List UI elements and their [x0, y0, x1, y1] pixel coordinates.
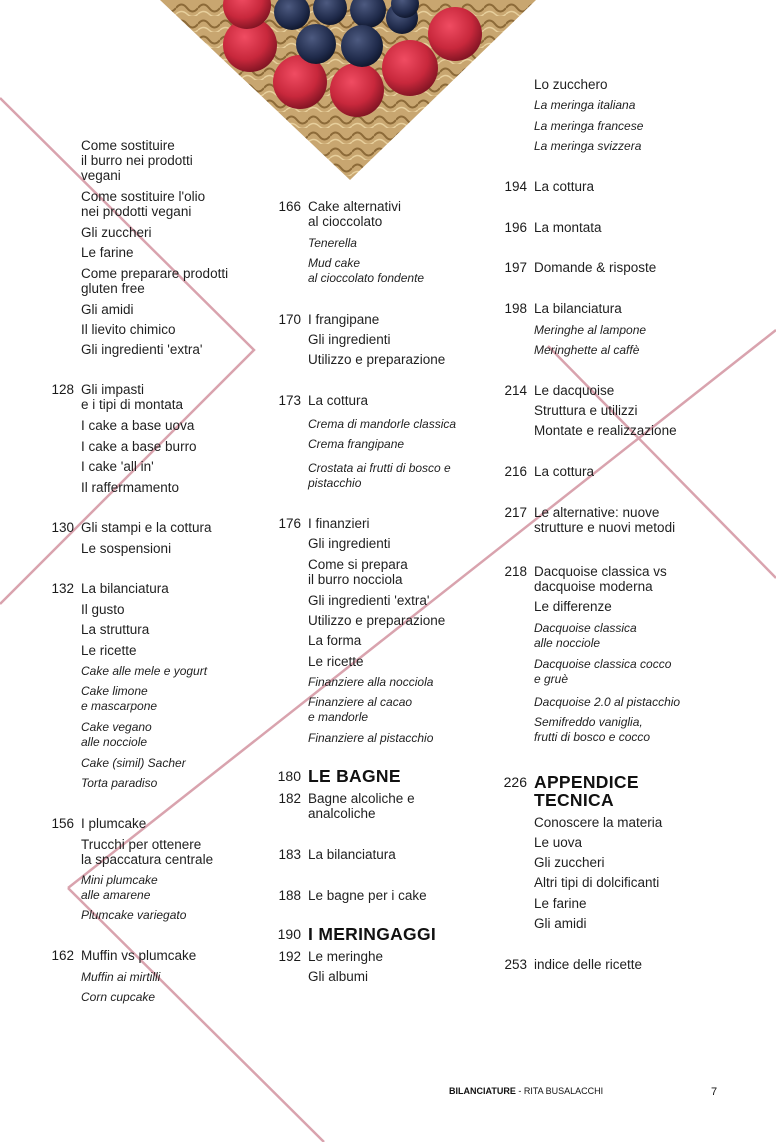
recipe-title: Semifreddo vaniglia,	[534, 715, 643, 729]
recipe-title: Plumcake variegato	[81, 908, 187, 922]
recipe-title: Dacquoise classica	[534, 621, 637, 635]
page-ref: 182	[278, 791, 301, 806]
toc-label: Le ricette	[308, 654, 364, 669]
page-ref: 216	[504, 464, 527, 479]
toc-label: La bilanciatura	[308, 847, 396, 862]
page-number: 7	[711, 1086, 718, 1098]
author-name: RITA BUSALACCHI	[523, 1086, 604, 1096]
toc-label: Utilizzo e preparazione	[308, 613, 446, 628]
page-ref: 226	[503, 774, 527, 790]
page-ref: 162	[51, 948, 74, 963]
toc-label: I frangipane	[308, 312, 380, 327]
toc-label: Le farine	[534, 896, 587, 911]
toc-label: Il lievito chimico	[81, 322, 176, 337]
toc-label: Dacquoise classica vs	[534, 564, 667, 579]
toc-label: Le uova	[534, 835, 583, 850]
toc-label: I finanzieri	[308, 516, 370, 531]
recipe-title: e mascarpone	[81, 699, 158, 713]
toc-label: Come preparare prodotti	[81, 266, 229, 281]
toc-label: Le sospensioni	[81, 541, 172, 556]
toc-label: Come sostituire	[81, 138, 175, 153]
toc-label: Struttura e utilizzi	[534, 403, 638, 418]
toc-label: Conoscere la materia	[534, 815, 663, 830]
running-footer	[449, 1086, 603, 1096]
recipe-title: Cake (simil) Sacher	[81, 756, 186, 770]
toc-label: I cake 'all in'	[81, 459, 154, 474]
toc-label: Domande & risposte	[534, 260, 657, 275]
recipe-title: La meringa francese	[534, 119, 644, 133]
page-ref: 132	[51, 581, 74, 596]
recipe-title: Mini plumcake	[81, 873, 158, 887]
toc-label: La forma	[308, 633, 362, 648]
berry-cake-photo	[150, 0, 550, 190]
recipe-title: alle nocciole	[81, 735, 148, 749]
recipe-title: Crema di mandorle classica	[308, 417, 457, 431]
toc-label: Cake alternativi	[308, 199, 402, 214]
toc-label: Le ricette	[81, 643, 137, 658]
toc-label: Le alternative: nuove	[534, 505, 660, 520]
toc-label: Gli impasti	[81, 382, 145, 397]
recipe-title: Cake limone	[81, 684, 148, 698]
recipe-title: Finanziere alla nocciola	[308, 675, 434, 689]
recipe-title: La meringa italiana	[534, 98, 636, 112]
toc-label: nei prodotti vegani	[81, 204, 192, 219]
page-ref: 130	[51, 520, 74, 535]
page-ref: 128	[51, 382, 74, 397]
toc-label: La cottura	[534, 179, 595, 194]
footer-separator: -	[515, 1086, 524, 1096]
toc-label: il burro nei prodotti	[81, 153, 193, 168]
page-ref: 190	[277, 926, 301, 942]
toc-label: strutture e nuovi metodi	[534, 520, 676, 535]
toc-label: Come sostituire l'olio	[81, 189, 206, 204]
toc-label: I plumcake	[81, 816, 147, 831]
page-ref: 156	[51, 816, 74, 831]
recipe-title: Corn cupcake	[81, 990, 156, 1004]
recipe-title: frutti di bosco e cocco	[534, 730, 651, 744]
toc-label: Gli albumi	[308, 969, 369, 984]
toc-label: Gli ingredienti	[308, 536, 391, 551]
toc-label: il burro nocciola	[308, 572, 403, 587]
toc-label: La cottura	[308, 393, 369, 408]
toc-label: Gli ingredienti 'extra'	[308, 593, 430, 608]
toc-label: Trucchi per ottenere	[81, 837, 202, 852]
page-ref: 194	[504, 179, 527, 194]
toc-label: vegani	[81, 168, 121, 183]
recipe-title: e gruè	[534, 672, 569, 686]
recipe-title: Crostata ai frutti di bosco e	[308, 461, 451, 475]
toc-label: Gli amidi	[534, 916, 587, 931]
toc-label: Gli ingredienti 'extra'	[81, 342, 203, 357]
section-heading: I MERINGAGGI	[308, 924, 437, 944]
section-heading: LE BAGNE	[308, 766, 401, 786]
section-heading: TECNICA	[534, 790, 614, 810]
toc-label: Come si prepara	[308, 557, 408, 572]
toc-label: Le differenze	[534, 599, 612, 614]
recipe-title: La meringa svizzera	[534, 139, 642, 153]
toc-label: La struttura	[81, 622, 150, 637]
page-ref: 176	[278, 516, 301, 531]
toc-label: al cioccolato	[308, 214, 383, 229]
recipe-title: Finanziere al cacao	[308, 695, 413, 709]
toc-label: Le meringhe	[308, 949, 384, 964]
recipe-title: Muffin ai mirtilli	[81, 970, 161, 984]
toc-label: La bilanciatura	[81, 581, 169, 596]
toc-label: dacquoise moderna	[534, 579, 653, 594]
page-ref: 197	[504, 260, 527, 275]
page-ref: 192	[278, 949, 301, 964]
page-ref: 253	[504, 957, 527, 972]
toc-label: gluten free	[81, 281, 145, 296]
recipe-title: e mandorle	[308, 710, 369, 724]
page-ref: 183	[278, 847, 301, 862]
recipe-title: Torta paradiso	[81, 776, 158, 790]
toc-label: Gli amidi	[81, 302, 134, 317]
recipe-title: al cioccolato fondente	[308, 271, 425, 285]
page-ref: 173	[278, 393, 301, 408]
page-ref: 196	[504, 220, 527, 235]
recipe-title: alle amarene	[81, 888, 151, 902]
toc-label: la spaccatura centrale	[81, 852, 214, 867]
page-ref: 188	[278, 888, 301, 903]
recipe-title: Cake vegano	[81, 720, 152, 734]
recipe-title: alle nocciole	[534, 636, 601, 650]
toc-label: Muffin vs plumcake	[81, 948, 197, 963]
toc-label: Le farine	[81, 245, 134, 260]
toc-label: I cake a base uova	[81, 418, 195, 433]
toc-label: Gli stampi e la cottura	[81, 520, 212, 535]
toc-label: analcoliche	[308, 806, 376, 821]
page-ref: 166	[278, 199, 301, 214]
page-ref: 180	[277, 768, 301, 784]
toc-label: Le bagne per i cake	[308, 888, 427, 903]
recipe-title: pistacchio	[308, 476, 362, 490]
toc-label: Bagne alcoliche e	[308, 791, 415, 806]
toc-label: I cake a base burro	[81, 439, 197, 454]
recipe-title: Meringhe al lampone	[534, 323, 647, 337]
toc-label: Montate e realizzazione	[534, 423, 677, 438]
recipe-title: Meringhette al caffè	[534, 343, 640, 357]
toc-label: Il gusto	[81, 602, 125, 617]
page-ref: 217	[504, 505, 527, 520]
recipe-title: Dacquoise 2.0 al pistacchio	[534, 695, 681, 709]
toc-label: Gli zuccheri	[534, 855, 605, 870]
toc-label: La montata	[534, 220, 602, 235]
toc-label: Altri tipi di dolcificanti	[534, 875, 660, 890]
page-ref: 198	[504, 301, 527, 316]
toc-label: Le dacquoise	[534, 383, 615, 398]
page-ref: 170	[278, 312, 301, 327]
toc-label: Il raffermamento	[81, 480, 180, 495]
toc-label: La cottura	[534, 464, 595, 479]
page-ref: 218	[504, 564, 527, 579]
toc-label: Gli zuccheri	[81, 225, 152, 240]
toc-label: e i tipi di montata	[81, 397, 184, 412]
page-ref: 214	[504, 383, 527, 398]
toc-label: Utilizzo e preparazione	[308, 352, 446, 367]
recipe-title: Cake alle mele e yogurt	[81, 664, 208, 678]
toc-label: Gli ingredienti	[308, 332, 391, 347]
recipe-title: Crema frangipane	[308, 437, 405, 451]
recipe-title: Mud cake	[308, 256, 361, 270]
recipe-title: Tenerella	[308, 236, 357, 250]
section-heading: APPENDICE	[534, 772, 639, 792]
toc-label: indice delle ricette	[534, 957, 643, 972]
recipe-title: Dacquoise classica cocco	[534, 657, 672, 671]
book-title: BILANCIATURE	[449, 1086, 516, 1096]
recipe-title: Finanziere al pistacchio	[308, 731, 434, 745]
toc-label: Lo zucchero	[534, 77, 608, 92]
toc-label: La bilanciatura	[534, 301, 622, 316]
